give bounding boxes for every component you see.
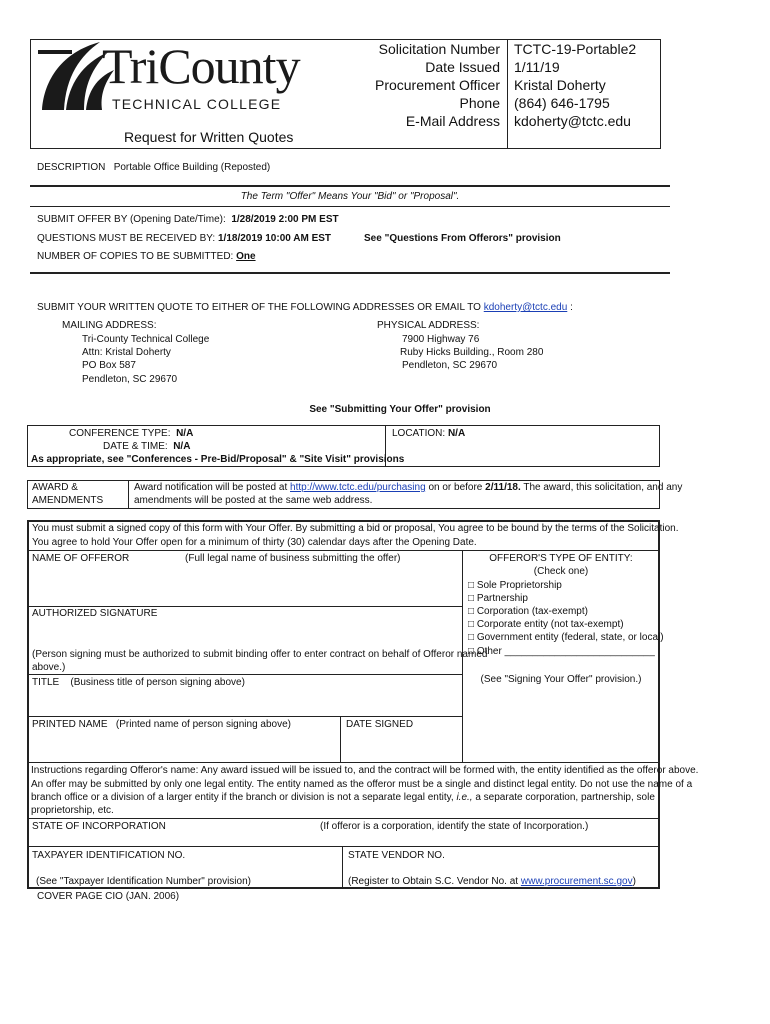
mailing-address-label: MAILING ADDRESS: — [62, 320, 157, 331]
footer-text: COVER PAGE CIO (JAN. 2006) — [37, 891, 180, 902]
field-value-solicitation: TCTC-19-Portable2 — [514, 41, 637, 57]
questions-value: 1/18/2019 10:00 AM EST — [217, 233, 332, 244]
vendor-hint — [348, 876, 636, 887]
award-text-start: Award notification will be posted at — [134, 482, 288, 493]
divider — [27, 762, 660, 763]
divider — [27, 550, 660, 551]
date-signed-field[interactable] — [342, 732, 461, 761]
logo-brand: TriCounty — [102, 38, 300, 94]
instructions-line3b: a separate corporation, partnership, sole — [475, 792, 655, 803]
divider — [30, 272, 670, 274]
field-label-email: E-Mail Address — [405, 113, 500, 129]
state-incorporation-field[interactable] — [28, 834, 659, 846]
conference-type-label: CONFERENCE TYPE: — [69, 428, 171, 439]
address-email-link[interactable]: kdoherty@tctc.edu — [483, 302, 568, 313]
questions-label: QUESTIONS MUST BE RECEIVED BY: — [37, 233, 216, 244]
field-value-date: 1/11/19 — [514, 59, 560, 75]
divider — [27, 606, 462, 607]
entity-option-partnership[interactable]: □ Partnership — [468, 593, 528, 604]
divider — [30, 185, 670, 187]
description-label: DESCRIPTION — [37, 162, 106, 173]
college-logo — [36, 40, 306, 115]
field-value-email[interactable]: kdoherty@tctc.edu — [514, 113, 631, 129]
award-divider — [128, 480, 129, 509]
signature-hint-line2: above.) — [32, 662, 66, 673]
offeror-name-label: NAME OF OFFEROR — [32, 553, 130, 564]
conference-note: As appropriate, see "Conferences - Pre-Bid/Proposal" & "Site Visit" provisions — [31, 454, 405, 465]
divider — [27, 716, 462, 717]
location-row — [392, 428, 465, 439]
copies-row — [37, 251, 256, 262]
signature-hint-line1: (Person signing must be authorized to submit binding offer to enter contract on behalf of Offeror named — [32, 649, 488, 660]
signature-label: AUTHORIZED SIGNATURE — [32, 608, 158, 619]
physical-line: Pendleton, SC 29670 — [402, 360, 498, 371]
title-field[interactable] — [28, 690, 461, 716]
field-label-phone: Phone — [459, 95, 500, 111]
date-signed-divider — [340, 716, 341, 762]
printed-name-label: PRINTED NAME — [32, 719, 108, 730]
address-intro — [37, 302, 573, 313]
mailing-line: Pendleton, SC 29670 — [82, 374, 178, 385]
mailing-line: Attn: Kristal Doherty — [82, 347, 171, 358]
entity-note: (See "Signing Your Offer" provision.) — [480, 674, 642, 685]
entity-option-corporate-entity[interactable]: □ Corporate entity (not tax-exempt) — [468, 619, 624, 630]
location-value: N/A — [447, 428, 466, 439]
award-label-line2: AMENDMENTS — [32, 495, 104, 506]
entity-title: OFFEROR'S TYPE OF ENTITY: — [489, 553, 633, 564]
field-value-phone: (864) 646-1795 — [514, 95, 610, 111]
offeror-name-field[interactable] — [28, 566, 461, 606]
mailing-line: PO Box 587 — [82, 360, 136, 371]
title-row — [32, 677, 245, 688]
questions-note: See "Questions From Offerors" provision — [364, 233, 561, 244]
description-row — [37, 162, 270, 173]
vendor-hint-start: (Register to Obtain S.C. Vendor No. at — [348, 876, 519, 887]
submit-offer-row — [37, 214, 339, 225]
physical-line: Ruby Hicks Building., Room 280 — [400, 347, 544, 358]
title-label: TITLE — [32, 677, 60, 688]
logo-subtitle: TECHNICAL COLLEGE — [112, 96, 282, 112]
date-signed-label: DATE SIGNED — [346, 719, 414, 730]
instructions-line2: An offer may be submitted by only one legal entity. The entity named as the offeror must be a single and distinct legal entity. Do not use the name of a — [31, 779, 693, 790]
award-label-line1: AWARD & — [32, 482, 78, 493]
location-label: LOCATION: — [392, 428, 446, 439]
field-label-solicitation: Solicitation Number — [378, 41, 500, 57]
award-date: 2/11/18. — [485, 482, 521, 493]
signature-field[interactable] — [28, 622, 461, 648]
tax-divider — [342, 846, 343, 889]
submit-offer-label: SUBMIT OFFER BY (Opening Date/Time): — [37, 214, 226, 225]
copies-label: NUMBER OF COPIES TO BE SUBMITTED: — [37, 251, 234, 262]
entity-option-corporation[interactable]: □ Corporation (tax-exempt) — [468, 606, 588, 617]
instructions-line3a: branch office or a division of a larger entity if the branch or division is not a separate legal entity, — [31, 792, 454, 803]
term-note: The Term "Offer" Means Your "Bid" or "Proposal". — [240, 191, 460, 202]
vendor-label: STATE VENDOR NO. — [348, 850, 445, 861]
header-divider — [507, 39, 508, 149]
instructions-ie: i.e., — [456, 792, 473, 803]
title-hint: (Business title of person signing above) — [70, 677, 245, 688]
field-label-officer: Procurement Officer — [374, 77, 500, 93]
instructions-line1: Instructions regarding Offeror's name: Any award issued will be issued to, and the contract will be formed with, the entity identified as the offeror above. — [31, 765, 699, 776]
vendor-field[interactable] — [344, 863, 659, 875]
submitting-offer-note: See "Submitting Your Offer" provision — [309, 404, 491, 415]
offeror-name-hint: (Full legal name of business submitting the offer) — [185, 553, 401, 564]
mailing-line: Tri-County Technical College — [82, 334, 210, 345]
entity-option-other[interactable]: □ Other ___________________________ — [468, 646, 655, 657]
form-title: Request for Written Quotes — [124, 129, 294, 145]
physical-address-label: PHYSICAL ADDRESS: — [377, 320, 480, 331]
entity-option-sole[interactable]: □ Sole Proprietorship — [468, 580, 562, 591]
copies-value: One — [236, 251, 256, 262]
divider — [27, 674, 462, 675]
address-intro-text: SUBMIT YOUR WRITTEN QUOTE TO EITHER OF THE FOLLOWING ADDRESSES OR EMAIL TO — [37, 302, 481, 313]
award-text-end: The award, this solicitation, and any — [523, 482, 683, 493]
vendor-url-link[interactable]: www.procurement.sc.gov — [520, 876, 633, 887]
tin-field[interactable] — [28, 863, 341, 875]
physical-line: 7900 Highway 76 — [402, 334, 480, 345]
state-incorporation-hint: (If offeror is a corporation, identify the state of Incorporation.) — [320, 821, 589, 832]
divider — [30, 206, 670, 207]
field-value-officer: Kristal Doherty — [514, 77, 606, 93]
tin-hint: (See "Taxpayer Identification Number" provision) — [36, 876, 251, 887]
questions-row — [37, 233, 331, 244]
conference-type-row — [69, 428, 193, 439]
divider — [27, 818, 660, 819]
award-text-line2: amendments will be posted at the same web address. — [134, 495, 373, 506]
instructions-line4: proprietorship, etc. — [31, 805, 114, 816]
conference-date-label: DATE & TIME: — [103, 441, 168, 452]
award-text-mid: on or before — [428, 482, 483, 493]
description-value: Portable Office Building (Reposted) — [113, 162, 271, 173]
award-url-link[interactable]: http://www.tctc.edu/purchasing — [290, 482, 426, 493]
address-intro-end: : — [570, 302, 573, 313]
submit-offer-value: 1/28/2019 2:00 PM EST — [231, 214, 339, 225]
offer-intro-line2: You agree to hold Your Offer open for a minimum of thirty (30) calendar days after the Opening Date. — [32, 537, 477, 548]
divider — [27, 846, 660, 847]
state-incorporation-label: STATE OF INCORPORATION — [32, 821, 166, 832]
field-label-date: Date Issued — [425, 59, 500, 75]
award-text-line1 — [134, 482, 682, 493]
conference-type-value: N/A — [176, 428, 194, 439]
entity-option-government[interactable]: □ Government entity (federal, state, or local) — [468, 632, 664, 643]
printed-name-row — [32, 719, 291, 730]
printed-name-hint: (Printed name of person signing above) — [115, 719, 292, 730]
tin-label: TAXPAYER IDENTIFICATION NO. — [32, 850, 186, 861]
printed-name-field[interactable] — [28, 732, 339, 761]
conference-date-row — [103, 441, 190, 452]
offer-intro-line1: You must submit a signed copy of this form with Your Offer. By submitting a bid or proposal, You agree to be bound by the terms of the Solicitation. — [32, 523, 679, 534]
vendor-hint-end: ) — [632, 876, 636, 887]
entity-check: (Check one) — [533, 566, 589, 577]
conference-date-value: N/A — [173, 441, 191, 452]
instructions-line3 — [31, 792, 655, 803]
